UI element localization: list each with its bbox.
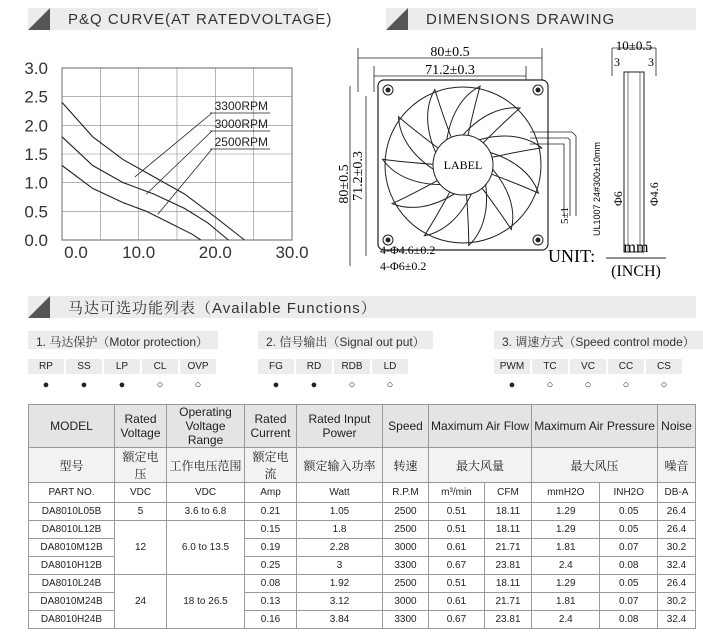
- table-cell: 0.25: [245, 557, 297, 575]
- part-number-cell: DA8010M24B: [29, 593, 115, 611]
- function-code: PWM: [494, 359, 530, 374]
- unit-cell: Amp: [245, 483, 297, 503]
- unit-label: UNIT:: [548, 246, 596, 266]
- function-item-cc: [608, 359, 644, 391]
- functions-title: 马达可选功能列表（Available Functions）: [68, 299, 377, 317]
- table-cell: 3.84: [297, 611, 383, 629]
- dia-46-dim: Φ4.6: [647, 182, 661, 206]
- pq-y-tick-label: 2.5: [24, 87, 48, 107]
- unit-cell: DB-A: [658, 483, 696, 503]
- wire-strip-dim: 5±1: [559, 206, 571, 224]
- table-cell: 0.08: [600, 557, 658, 575]
- function-items: [258, 359, 433, 391]
- table-cell: 1.29: [532, 575, 600, 593]
- table-cell: 3300: [383, 557, 429, 575]
- table-cell: 3: [297, 557, 383, 575]
- height-inner-dim: 71.2±0.3: [351, 151, 366, 201]
- height-outer-dim: 80±0.5: [337, 164, 352, 204]
- pq-legend-label: 3300RPM: [214, 99, 268, 113]
- function-item-fg: [258, 359, 294, 391]
- th-noise: Noise: [658, 405, 696, 448]
- table-cell: 30.2: [658, 539, 696, 557]
- table-cell: 0.05: [600, 521, 658, 539]
- unit-cell: Watt: [297, 483, 383, 503]
- function-code: RD: [296, 359, 332, 374]
- pq-curve-header: [28, 8, 333, 30]
- width-inner-dim: 71.2±0.3: [425, 63, 475, 78]
- function-code: CL: [142, 359, 178, 374]
- fan-label: LABEL: [443, 158, 483, 172]
- table-cell: 1.29: [532, 521, 600, 539]
- table-cell: 2500: [383, 503, 429, 521]
- function-group-speed-control: [494, 331, 703, 391]
- th-cn: 额定电流: [245, 448, 297, 483]
- th-model: MODEL: [29, 405, 115, 448]
- hollow-dot-icon: ○: [584, 379, 592, 391]
- table-cell: 23.81: [484, 557, 531, 575]
- dimensions-drawing: [337, 36, 700, 286]
- table-cell: 30.2: [658, 593, 696, 611]
- function-code: OVP: [180, 359, 216, 374]
- wire-note: UL1007 24#300±10mm: [592, 141, 602, 236]
- pq-y-tick-label: 2.0: [24, 116, 48, 136]
- table-header-cn: [29, 448, 696, 483]
- th-operating-range: Operating Voltage Range: [167, 405, 245, 448]
- table-cell: 0.15: [245, 521, 297, 539]
- table-cell: 0.51: [429, 575, 485, 593]
- function-code: CC: [608, 359, 644, 374]
- function-item-rdb: [334, 359, 370, 391]
- table-cell: 21.71: [484, 539, 531, 557]
- th-cn: 最大风量: [429, 448, 532, 483]
- table-row: [29, 503, 696, 521]
- table-row: [29, 521, 696, 539]
- th-cn: 转速: [383, 448, 429, 483]
- header-triangle-icon: [386, 8, 408, 30]
- hollow-dot-icon: ○: [386, 379, 394, 391]
- part-number-cell: DA8010H24B: [29, 611, 115, 629]
- th-cn: 型号: [29, 448, 115, 483]
- filled-dot-icon: ●: [42, 379, 50, 391]
- pq-x-tick-label: 30.0: [275, 243, 309, 262]
- hollow-dot-icon: ○: [546, 379, 554, 391]
- unit-inch: (INCH): [611, 263, 661, 280]
- header-triangle-icon: [28, 296, 50, 318]
- table-cell: 0.21: [245, 503, 297, 521]
- depth-left-dim: 3: [614, 55, 620, 69]
- unit-cell: mmH2O: [532, 483, 600, 503]
- filled-dot-icon: ●: [118, 379, 126, 391]
- th-air-pressure: Maximum Air Pressure: [532, 405, 658, 448]
- function-item-ss: [66, 359, 102, 391]
- table-cell: 2.4: [532, 557, 600, 575]
- table-cell: 32.4: [658, 557, 696, 575]
- function-item-ld: [372, 359, 408, 391]
- table-cell: 18.11: [484, 503, 531, 521]
- table-cell: 21.71: [484, 593, 531, 611]
- table-cell: 18 to 26.5: [167, 575, 245, 629]
- depth-dim: 10±0.5: [615, 38, 653, 53]
- depth-right-dim: 3: [648, 55, 654, 69]
- pq-curve-chart: [0, 40, 330, 270]
- function-code: CS: [646, 359, 682, 374]
- width-outer-dim: 80±0.5: [430, 45, 470, 60]
- table-cell: 0.51: [429, 521, 485, 539]
- pq-y-tick-label: 1.5: [24, 145, 48, 164]
- table-cell: 6.0 to 13.5: [167, 521, 245, 575]
- th-cn: 额定输入功率: [297, 448, 383, 483]
- th-cn: 工作电压范围: [167, 448, 245, 483]
- table-cell: 12: [115, 521, 167, 575]
- header-triangle-icon: [28, 8, 50, 30]
- function-code: RDB: [334, 359, 370, 374]
- fan-side-view: [624, 72, 644, 252]
- unit-cell: INH2O: [600, 483, 658, 503]
- table-row: [29, 575, 696, 593]
- table-cell: 24: [115, 575, 167, 629]
- table-cell: 2.28: [297, 539, 383, 557]
- table-header-en: [29, 405, 696, 448]
- part-number-cell: DA8010H12B: [29, 557, 115, 575]
- function-item-cl: [142, 359, 178, 391]
- table-cell: 0.16: [245, 611, 297, 629]
- table-cell: 1.05: [297, 503, 383, 521]
- function-item-lp: [104, 359, 140, 391]
- table-unit-row: [29, 483, 696, 503]
- pq-y-tick-label: 3.0: [24, 59, 48, 78]
- function-item-vc: [570, 359, 606, 391]
- pq-legend-label: 2500RPM: [214, 135, 268, 149]
- table-cell: 26.4: [658, 503, 696, 521]
- function-item-ovp: [180, 359, 216, 391]
- table-cell: 26.4: [658, 575, 696, 593]
- table-cell: 1.8: [297, 521, 383, 539]
- hole-large-dim: 4-Φ6±0.2: [380, 259, 427, 273]
- function-item-pwm: [494, 359, 530, 391]
- table-cell: 26.4: [658, 521, 696, 539]
- table-cell: 1.81: [532, 593, 600, 611]
- th-rated-power: Rated Input Power: [297, 405, 383, 448]
- pq-x-tick-label: 10.0: [122, 243, 156, 262]
- dimensions-header: [386, 8, 696, 30]
- pq-y-tick-label: 1.0: [24, 173, 48, 193]
- functions-header: [28, 296, 696, 318]
- function-item-rp: [28, 359, 64, 391]
- unit-cell: VDC: [167, 483, 245, 503]
- table-cell: 18.11: [484, 521, 531, 539]
- table-cell: 3000: [383, 539, 429, 557]
- unit-cell: PART NO.: [29, 483, 115, 503]
- function-code: LD: [372, 359, 408, 374]
- pq-x-tick-label: 0.0: [64, 243, 88, 262]
- unit-cell: m³/min: [429, 483, 485, 503]
- table-cell: 0.61: [429, 593, 485, 611]
- function-code: VC: [570, 359, 606, 374]
- table-cell: 3000: [383, 593, 429, 611]
- function-code: TC: [532, 359, 568, 374]
- filled-dot-icon: ●: [508, 379, 516, 391]
- th-speed: Speed: [383, 405, 429, 448]
- filled-dot-icon: ●: [80, 379, 88, 391]
- table-cell: 1.29: [532, 503, 600, 521]
- unit-cell: VDC: [115, 483, 167, 503]
- hollow-dot-icon: ○: [156, 379, 164, 391]
- pq-x-tick-label: 20.0: [198, 243, 232, 262]
- hole-small-dim: 4-Φ4.6±0.2: [380, 243, 436, 257]
- table-cell: 0.61: [429, 539, 485, 557]
- part-number-cell: DA8010L24B: [29, 575, 115, 593]
- pq-y-tick-label: 0.5: [24, 202, 48, 222]
- dimensions-title: DIMENSIONS DRAWING: [426, 10, 616, 28]
- function-items: [28, 359, 218, 391]
- table-cell: 23.81: [484, 611, 531, 629]
- table-body: [29, 503, 696, 629]
- pq-grid: [62, 68, 292, 240]
- unit-cell: CFM: [484, 483, 531, 503]
- pq-curve-title: P&Q CURVE(AT RATEDVOLTAGE): [68, 10, 333, 28]
- filled-dot-icon: ●: [310, 379, 318, 391]
- table-cell: 0.67: [429, 557, 485, 575]
- part-number-cell: DA8010L05B: [29, 503, 115, 521]
- pq-legend-label: 3000RPM: [214, 117, 268, 131]
- table-cell: 32.4: [658, 611, 696, 629]
- th-rated-current: Rated Current: [245, 405, 297, 448]
- part-number-cell: DA8010L12B: [29, 521, 115, 539]
- function-item-rd: [296, 359, 332, 391]
- th-rated-voltage: Rated Voltage: [115, 405, 167, 448]
- function-group-title: 3. 调速方式（Speed control mode）: [494, 331, 703, 349]
- table-cell: 0.07: [600, 539, 658, 557]
- pq-y-tick-label: 0.0: [24, 231, 48, 250]
- function-code: SS: [66, 359, 102, 374]
- function-group-title: 2. 信号输出（Signal out put）: [258, 331, 433, 349]
- function-items: [494, 359, 703, 391]
- function-code: LP: [104, 359, 140, 374]
- function-code: FG: [258, 359, 294, 374]
- th-cn: 额定电压: [115, 448, 167, 483]
- table-cell: 0.05: [600, 575, 658, 593]
- table-cell: 0.19: [245, 539, 297, 557]
- table-cell: 0.13: [245, 593, 297, 611]
- dia-6-dim: Φ6: [611, 191, 625, 206]
- table-cell: 5: [115, 503, 167, 521]
- table-cell: 0.51: [429, 503, 485, 521]
- function-item-cs: [646, 359, 682, 391]
- table-cell: 2.4: [532, 611, 600, 629]
- table-cell: 3.12: [297, 593, 383, 611]
- table-cell: 1.92: [297, 575, 383, 593]
- unit-cell: R.P.M: [383, 483, 429, 503]
- function-item-tc: [532, 359, 568, 391]
- spec-table: [28, 404, 696, 629]
- function-group-title: 1. 马达保护（Motor protection）: [28, 331, 218, 349]
- table-cell: 3300: [383, 611, 429, 629]
- table-cell: 0.67: [429, 611, 485, 629]
- table-cell: 0.08: [600, 611, 658, 629]
- unit-mm: mm: [623, 239, 649, 256]
- function-code: RP: [28, 359, 64, 374]
- table-cell: 0.07: [600, 593, 658, 611]
- filled-dot-icon: ●: [272, 379, 280, 391]
- th-cn: 噪音: [658, 448, 696, 483]
- th-air-flow: Maximum Air Flow: [429, 405, 532, 448]
- th-cn: 最大风压: [532, 448, 658, 483]
- function-group-motor-protection: [28, 331, 218, 391]
- table-cell: 1.81: [532, 539, 600, 557]
- table-cell: 2500: [383, 575, 429, 593]
- function-group-signal-out: [258, 331, 433, 391]
- table-cell: 0.05: [600, 503, 658, 521]
- part-number-cell: DA8010M12B: [29, 539, 115, 557]
- hollow-dot-icon: ○: [194, 379, 202, 391]
- table-cell: 2500: [383, 521, 429, 539]
- hollow-dot-icon: ○: [622, 379, 630, 391]
- table-cell: 0.08: [245, 575, 297, 593]
- hollow-dot-icon: ○: [660, 379, 668, 391]
- hollow-dot-icon: ○: [348, 379, 356, 391]
- table-cell: 18.11: [484, 575, 531, 593]
- table-cell: 3.6 to 6.8: [167, 503, 245, 521]
